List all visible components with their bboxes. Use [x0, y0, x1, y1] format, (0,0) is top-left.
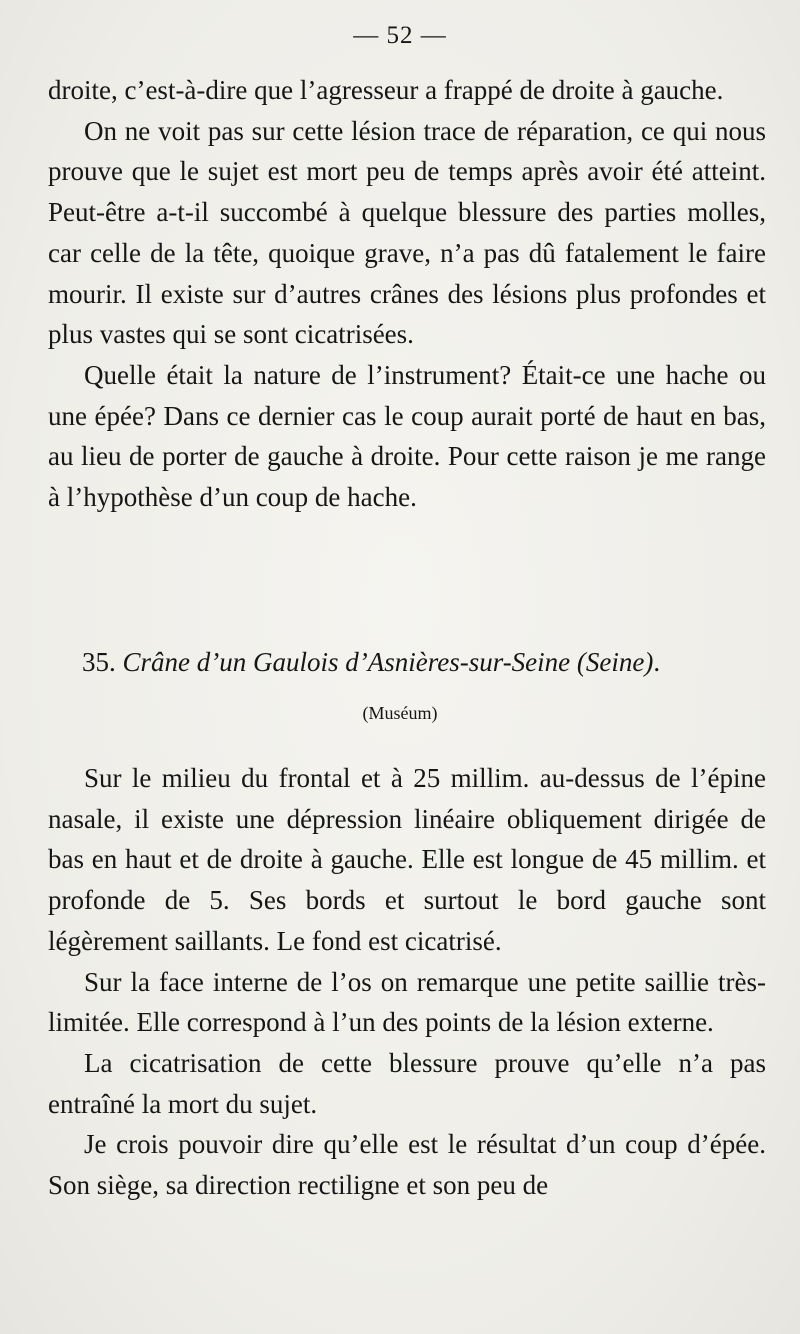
paragraph-instrument: Quelle était la nature de l’instrument? Était-ce une hache ou une épée? Dans ce dernier cas le coup aurait porté de haut en bas, au lieu de porter de gauche à droite. Pour cette raison je me range à l’hypothèse d’un coup de hache.	[48, 359, 766, 513]
section-title: Crâne d’un Gaulois d’Asnières-sur-Seine	[122, 647, 571, 677]
paragraph-no-repair: On ne voit pas sur cette lésion trace de réparation, ce qui nous prouve que le sujet est mort peu de temps après avoir été atteint. Peut-être a-t-il succombé à quelque blessure des parties molles, car celle de la tête, quoique grave, n’a pas dû fatalement le faire mourir. Il existe sur d’autres crânes des lésions plus profondes et plus vastes qui se sont cicatrisées.	[48, 115, 766, 350]
paragraph-frontal: Sur le milieu du frontal et à 25 millim. au-dessus de l’épine nasale, il existe une dépression linéaire obliquement dirigée de bas en haut et de droite à gauche. Elle est longue de 45 millim. et profonde de 5. Ses bords et surtout le bord gauche sont légèrement saillants. Le fond est cicatrisé.	[48, 763, 766, 956]
section-region: (Seine)	[576, 647, 654, 677]
text-block-top	[48, 70, 766, 518]
section-heading	[82, 642, 782, 682]
section-number: 35.	[82, 647, 116, 677]
paragraph-inner-face: Sur la face interne de l’os on remarque une petite saillie très-limitée. Elle correspond à l’un des points de la lésion externe.	[48, 966, 766, 1038]
paragraph-cicatrisation: La cicatrisation de cette blessure prouve qu’elle n’a pas entraîné la mort du sujet.	[48, 1047, 766, 1119]
text-block-bottom	[48, 758, 766, 1206]
section-subheading: (Muséum)	[362, 703, 438, 723]
paragraph-sword: Je crois pouvoir dire qu’elle est le résultat d’un coup d’épée. Son siège, sa direction rectiligne et son peu de	[48, 1129, 766, 1201]
paragraph-continuation: droite, c’est-à-dire que l’agresseur a frappé de droite à gauche.	[48, 75, 724, 105]
page-number: — 52 —	[353, 22, 447, 49]
section-title-end: .	[653, 647, 661, 677]
